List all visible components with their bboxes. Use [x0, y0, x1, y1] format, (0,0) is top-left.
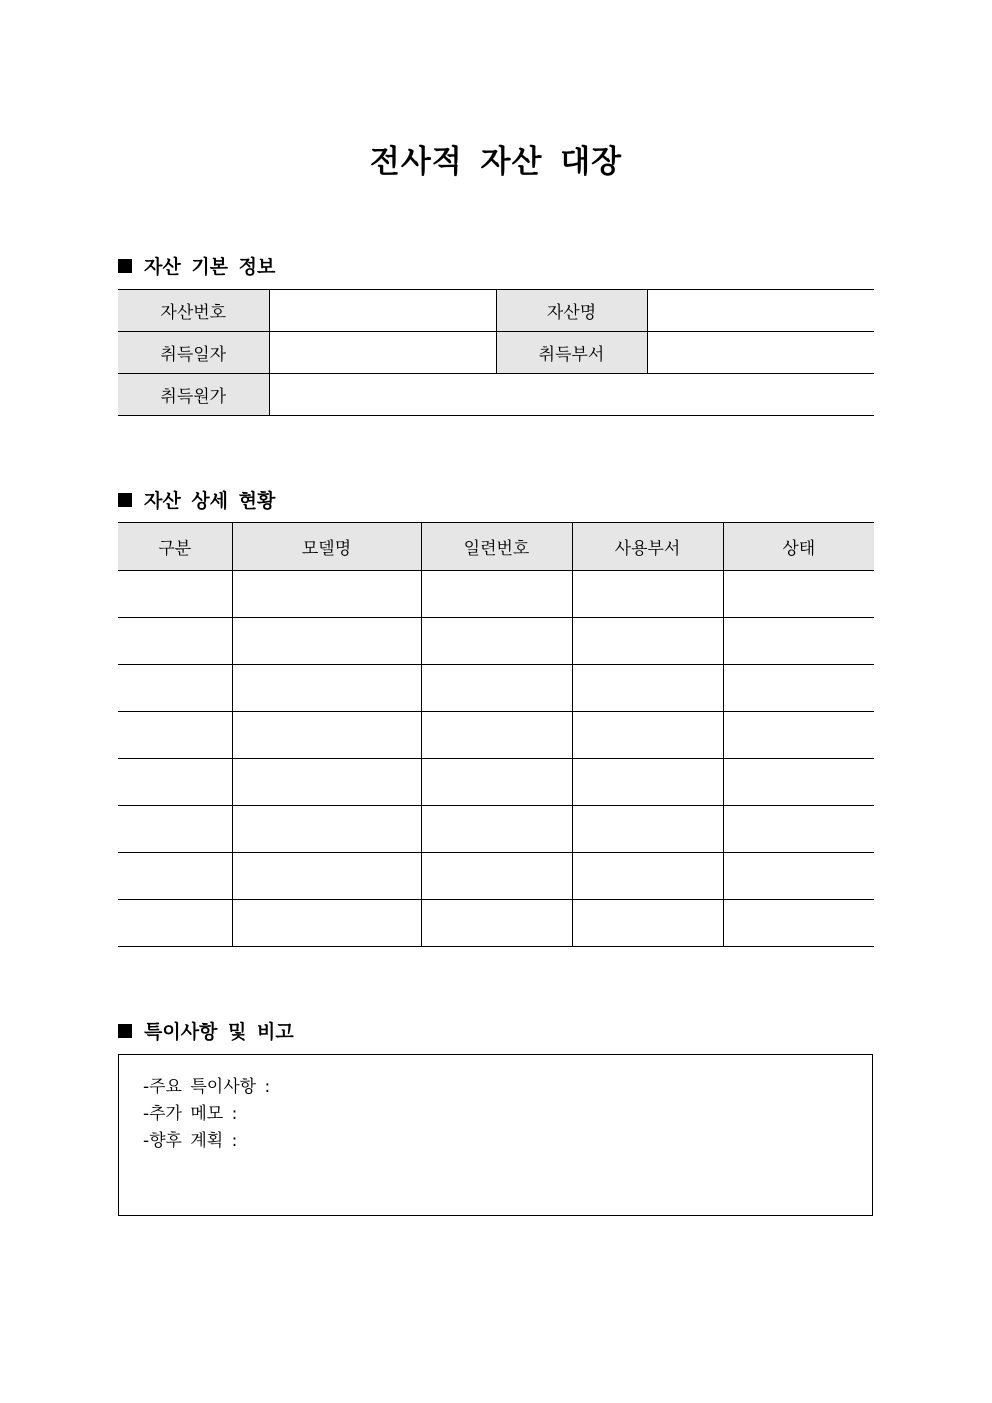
table-row [118, 665, 874, 712]
table-cell[interactable] [118, 712, 232, 759]
table-cell[interactable] [572, 806, 723, 853]
remarks-line-additional-memo: -추가 메모 : [143, 1104, 238, 1124]
acquisition-department-label: 취득부서 [496, 332, 647, 374]
table-cell[interactable] [118, 665, 232, 712]
acquisition-cost-field[interactable] [269, 374, 874, 416]
basic-info-table [118, 289, 874, 416]
asset-name-label: 자산명 [496, 290, 647, 332]
table-cell[interactable] [421, 712, 572, 759]
table-cell[interactable] [118, 806, 232, 853]
remarks-line-main-notes: -주요 특이사항 : [143, 1077, 271, 1097]
column-header-status: 상태 [723, 523, 874, 571]
table-row [118, 374, 874, 416]
acquisition-date-label: 취득일자 [118, 332, 269, 374]
table-row [118, 900, 874, 947]
table-row [118, 759, 874, 806]
detail-status-table [118, 522, 874, 947]
table-cell[interactable] [572, 571, 723, 618]
table-cell[interactable] [421, 618, 572, 665]
acquisition-department-field[interactable] [647, 332, 874, 374]
column-header-category: 구분 [118, 523, 232, 571]
section-heading-remarks [118, 1017, 294, 1044]
table-cell[interactable] [572, 712, 723, 759]
table-cell[interactable] [118, 618, 232, 665]
section-heading-label: 자산 기본 정보 [144, 256, 276, 278]
table-cell[interactable] [572, 759, 723, 806]
table-cell[interactable] [118, 759, 232, 806]
table-cell[interactable] [723, 759, 874, 806]
table-row [118, 618, 874, 665]
table-cell[interactable] [723, 900, 874, 947]
table-cell[interactable] [118, 900, 232, 947]
table-cell[interactable] [421, 806, 572, 853]
remarks-line-future-plan: -향후 계획 : [143, 1131, 238, 1151]
remarks-box[interactable] [118, 1054, 873, 1216]
acquisition-cost-label: 취득원가 [118, 374, 269, 416]
square-bullet-icon [118, 493, 132, 507]
table-cell[interactable] [232, 806, 421, 853]
table-cell[interactable] [723, 618, 874, 665]
table-cell[interactable] [421, 853, 572, 900]
table-cell[interactable] [232, 571, 421, 618]
square-bullet-icon [118, 1024, 132, 1038]
table-cell[interactable] [118, 571, 232, 618]
table-row [118, 806, 874, 853]
table-cell[interactable] [572, 853, 723, 900]
acquisition-date-field[interactable] [269, 332, 496, 374]
section-heading-label: 특이사항 및 비고 [144, 1021, 294, 1043]
table-cell[interactable] [421, 900, 572, 947]
table-cell[interactable] [723, 806, 874, 853]
table-cell[interactable] [421, 665, 572, 712]
table-cell[interactable] [723, 571, 874, 618]
asset-number-label: 자산번호 [118, 290, 269, 332]
column-header-department: 사용부서 [572, 523, 723, 571]
column-header-model: 모델명 [232, 523, 421, 571]
table-row [118, 290, 874, 332]
table-cell[interactable] [118, 853, 232, 900]
table-cell[interactable] [421, 759, 572, 806]
table-row [118, 712, 874, 759]
table-cell[interactable] [723, 712, 874, 759]
table-header-row [118, 523, 874, 571]
page-title: 전사적 자산 대장 [369, 144, 623, 180]
column-header-serial: 일련번호 [421, 523, 572, 571]
table-cell[interactable] [232, 759, 421, 806]
table-row [118, 332, 874, 374]
table-cell[interactable] [572, 665, 723, 712]
table-cell[interactable] [232, 665, 421, 712]
asset-number-field[interactable] [269, 290, 496, 332]
section-heading-basic-info [118, 252, 275, 279]
asset-name-field[interactable] [647, 290, 874, 332]
table-row [118, 571, 874, 618]
section-heading-label: 자산 상세 현황 [144, 490, 276, 512]
table-cell[interactable] [232, 853, 421, 900]
table-cell[interactable] [572, 618, 723, 665]
table-row [118, 853, 874, 900]
table-cell[interactable] [421, 571, 572, 618]
square-bullet-icon [118, 259, 132, 273]
table-cell[interactable] [232, 712, 421, 759]
table-cell[interactable] [572, 900, 723, 947]
section-heading-detail-status [118, 486, 275, 513]
table-cell[interactable] [232, 900, 421, 947]
table-cell[interactable] [723, 665, 874, 712]
table-cell[interactable] [723, 853, 874, 900]
table-cell[interactable] [232, 618, 421, 665]
